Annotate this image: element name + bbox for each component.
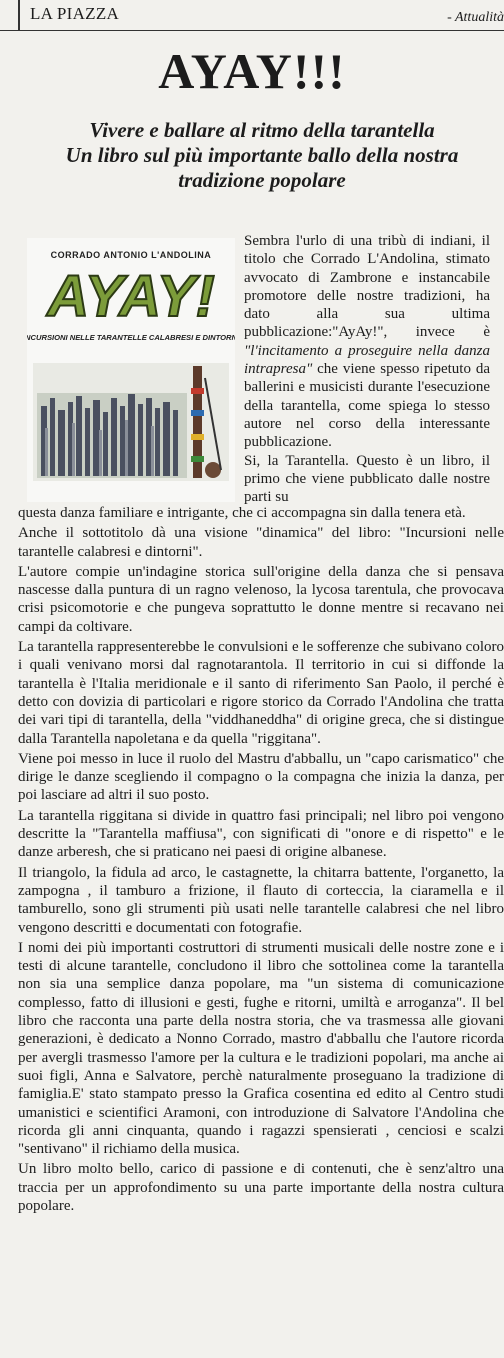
article-subheadline [20, 118, 504, 193]
paragraph-2-end: questa danza familiare e intrigante, che ci accompagna sin dalla tenera età. [18, 505, 466, 521]
paragraph-7: La tarantella riggitana si divide in quattro fasi principali; nel libro poi vengono descritte la "Tarantella maffiusa", con significati di "onore e di rispetto" e le danze arberesh, che si praticano nei paesi di origine albanese. [18, 807, 504, 861]
newspaper-header [0, 0, 504, 31]
paragraph-2-start: Si, la Tarantella. Questo è un libro, il primo che viene pubblicato dalle nostre parti su [244, 452, 490, 506]
paragraph-1-part-a: Sembra l'urlo di una tribù di indiani, il titolo che Corrado L'Andolina, stimato avvocato di Zambrone e instancabile promotore delle nostre tradizioni, ha dato alla sua ultima pubblicazione:"AyAy!", invece è [244, 233, 490, 341]
book-author: CORRADO ANTONIO L'ANDOLINA [50, 250, 212, 260]
subhead-line-2: Un libro sul più importante ballo della nostra [65, 143, 459, 167]
quoted-phrase: "l'incitamento a proseguire nella danza intrapresa" [244, 342, 490, 378]
section-name: LA PIAZZA [30, 4, 120, 23]
article-body [18, 504, 504, 1217]
header-rule [18, 0, 20, 30]
category-label: - Attualità [447, 10, 504, 25]
paragraph-6: Viene poi messo in luce il ruolo del Mastru d'abballu, un "capo carismatico" che dirige le danze scegliendo il compagno o la compagna che inizia la danza, per poi lasciare ad altri il suo posto. [18, 750, 504, 804]
book-cover-image [27, 238, 235, 502]
paragraph-3: Anche il sottotitolo dà una visione "dinamica" del libro: "Incursioni nelle tarantelle calabresi e dintorni". [18, 525, 504, 560]
paragraph-1 [244, 232, 490, 452]
subhead-line-1: Vivere e ballare al ritmo della tarantella [89, 118, 435, 142]
paragraph-8: Il triangolo, la fidula ad arco, le castagnette, la chitarra battente, l'organetto, la zampogna , il tamburo a frizione, il flauto di corteccia, la ciaramella e il tamburello, sono gli strumenti più usati nelle tarantelle calabresi che nel libro vengono descritti e documentati con fotografie. [18, 864, 504, 936]
paragraph-1-part-b: che viene spesso ripetuto da ballerini e musicisti durante l'esecuzione della tarantella, come spiega lo stesso autore nel corso della interessante pubblicazione. [244, 361, 490, 451]
paragraph-5: La tarantella rappresenterebbe le convulsioni e le sofferenze che subivano coloro i quali venivano morsi dal ragnotarantola. Il territorio in cui si diffonde la tarantella è l'Italia meridionale e il santo di riferimento San Paolo, il perché è detto con dovizia di particolari e rigore storico da Corrado l'Andolina che tratta dei vari tipi di tarantella, della "viddhaneddha" di origine greca, che si distingue dalla Tarantella napoletana e da quella "riggitana". [18, 639, 504, 747]
book-title: AYAY! [47, 264, 215, 329]
article-headline: AYAY!!! [158, 43, 346, 99]
book-cover-art [27, 238, 235, 502]
subhead-line-3: tradizione popolare [178, 168, 346, 192]
article-intro-column [244, 232, 490, 506]
paragraph-9: I nomi dei più importanti costruttori di strumenti musicali delle nostre zone e i testi di alcune tarantelle, concludono il libro che sottolinea come la tarantella non sia una semplice danza popolare, ma "un sistema di comunicazione complesso, fatto di illusioni e gesti, fughe e ritorni, umiltà e arroganza". Il bel libro che racconta una parte della nostra storia, che va trasmessa alle giovani generazioni, è dedicato a Nonno Corrado, mastro d'abballu che l'autore ricorda per avergli trasmesso l'amore per la cultura e le tradizioni popolari, ma anche ai suoi figli, Anna e Salvatore, perchè naturalmente proseguano la tradizione di famiglia.E' stato stampato presso la Grafica cosentina ed edito al Centro studi umanistici e scientifici Aramoni, con introduzione di Salvatore l'Andolina che ricorda gli anni cinquanta, quando i ragazzi spensierati , cenciosi e scalzi "sentivano" il richiamo della musica. [18, 939, 504, 1158]
paragraph-4: L'autore compie un'indagine storica sull'origine della danza che si pensava nascesse dalla puntura di un ragno velenoso, la lycosa tarentula, che provocava crisi psicomotorie e che pungeva soprattutto le donne mentre si recavano nei campi da coltivare. [18, 563, 504, 635]
paragraph-10: Un libro molto bello, carico di passione e di contenuti, che è senz'altro una traccia per un approfondimento su una parte importante della nostra cultura popolare. [18, 1161, 504, 1214]
book-subtitle: INCURSIONI NELLE TARANTELLE CALABRESI E DINTORNI [27, 333, 235, 342]
